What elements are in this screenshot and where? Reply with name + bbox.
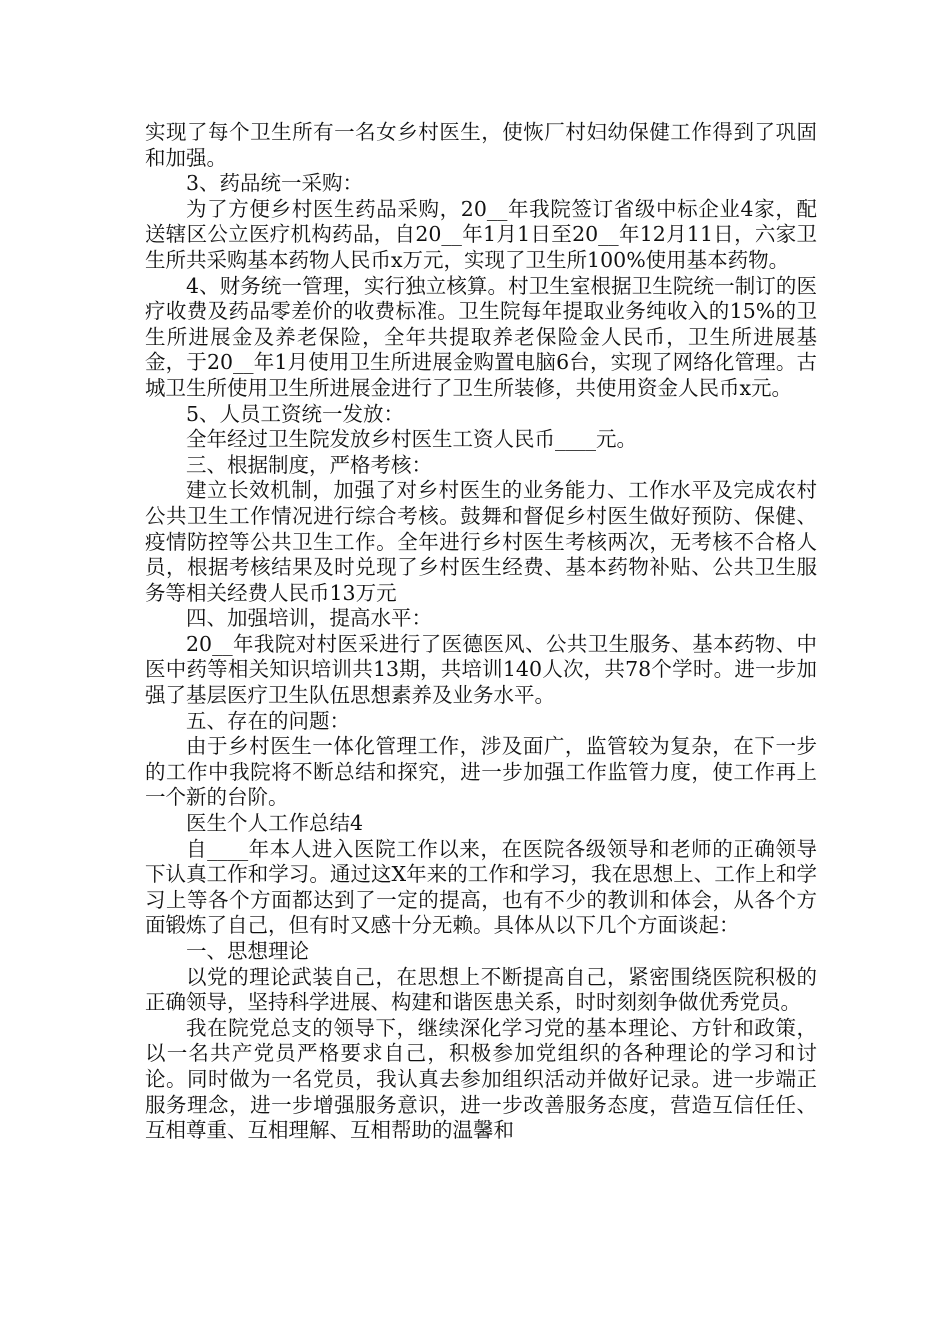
- heading-training: 四、加强培训，提高水平：: [186, 606, 432, 631]
- paragraph-finance-management: 4、财务统一管理，实行独立核算。村卫生室根据卫生院统一制订的医疗收费及药品零差价的收费标准。卫生院每年提取业务纯收入的15%的卫生所进展金及养老保险，全年共提取养老保险金人民币，卫生所进展基金，于20__年1月使用卫生所进展金购置电脑6台，实现了网络化管理。古城卫生所使用卫生所进展金进行了卫生所装修，共使用资金人民币x元。: [145, 273, 817, 400]
- paragraph-problems: 由于乡村医生一体化管理工作，涉及面广，监管较为复杂，在下一步的工作中我院将不断总结和探究，进一步加强工作监管力度，使工作再上一个新的台阶。: [145, 734, 817, 810]
- paragraph-continuation: 实现了每个卫生所有一名女乡村医生，使恢厂村妇幼保健工作得到了巩固和加强。: [145, 120, 817, 170]
- heading-assessment: 三、根据制度，严格考核：: [186, 452, 432, 477]
- paragraph-training: 20__年我院对村医采进行了医德医风、公共卫生服务、基本药物、中医中药等相关知识培训共13期，共培训140人次，共78个学时。进一步加强了基层医疗卫生队伍思想素养及业务水平。: [145, 631, 817, 708]
- heading-ideology-theory: 一、思想理论: [186, 939, 309, 963]
- document-body: [145, 120, 817, 1144]
- paragraph-assessment: 建立长效机制，加强了对乡村医生的业务能力、工作水平及完成农村公共卫生工作情况进行综合考核。鼓舞和督促乡村医生做好预防、保健、疫情防控等公共卫生工作。全年进行乡村医生考核两次，无考核不合格人员，根据考核结果及时兑现了乡村医生经费、基本药物补贴、公共卫生服务等相关经费人民币13万元: [145, 478, 817, 605]
- section-title-summary-4: 医生个人工作总结4: [186, 811, 364, 836]
- paragraph-party-study: 我在院党总支的领导下，继续深化学习党的基本理论、方针和政策，以一名共产党员严格要求自己，积极参加党组织的各种理论的学习和讨论。同时做为一名党员，我认真去参加组织活动并做好记录。进一步端正服务理念，进一步增强服务意识，进一步改善服务态度，营造互信任任、互相尊重、互相理解、互相帮助的温馨和: [145, 1015, 817, 1143]
- paragraph-drug-procurement: 为了方便乡村医生药品采购，20__年我院签订省级中标企业4家，配送辖区公立医疗机构药品，自20__年1月1日至20__年12月11日，六家卫生所共采购基本药物人民币x万元，实现了卫生所100%使用基本药物。: [145, 196, 817, 272]
- heading-salary-distribution: 5、人员工资统一发放：: [186, 401, 405, 426]
- heading-drug-procurement: 3、药品统一采购：: [186, 171, 364, 196]
- paragraph-salary-distribution: 全年经过卫生院发放乡村医生工资人民币____元。: [186, 427, 637, 452]
- heading-problems: 五、存在的问题：: [186, 708, 350, 733]
- paragraph-party-theory: 以党的理论武装自己，在思想上不断提高自己，紧密围绕医院积极的正确领导，坚持科学进展、构建和谐医患关系，时时刻刻争做优秀党员。: [145, 964, 817, 1015]
- paragraph-introduction: 自____年本人进入医院工作以来，在医院各级领导和老师的正确领导下认真工作和学习。通过这X年来的工作和学习，我在思想上、工作上和学习上等各个方面都达到了一定的提高，也有不少的教训和体会，从各个方面锻炼了自己，但有时又感十分无赖。具体从以下几个方面谈起：: [145, 836, 817, 938]
